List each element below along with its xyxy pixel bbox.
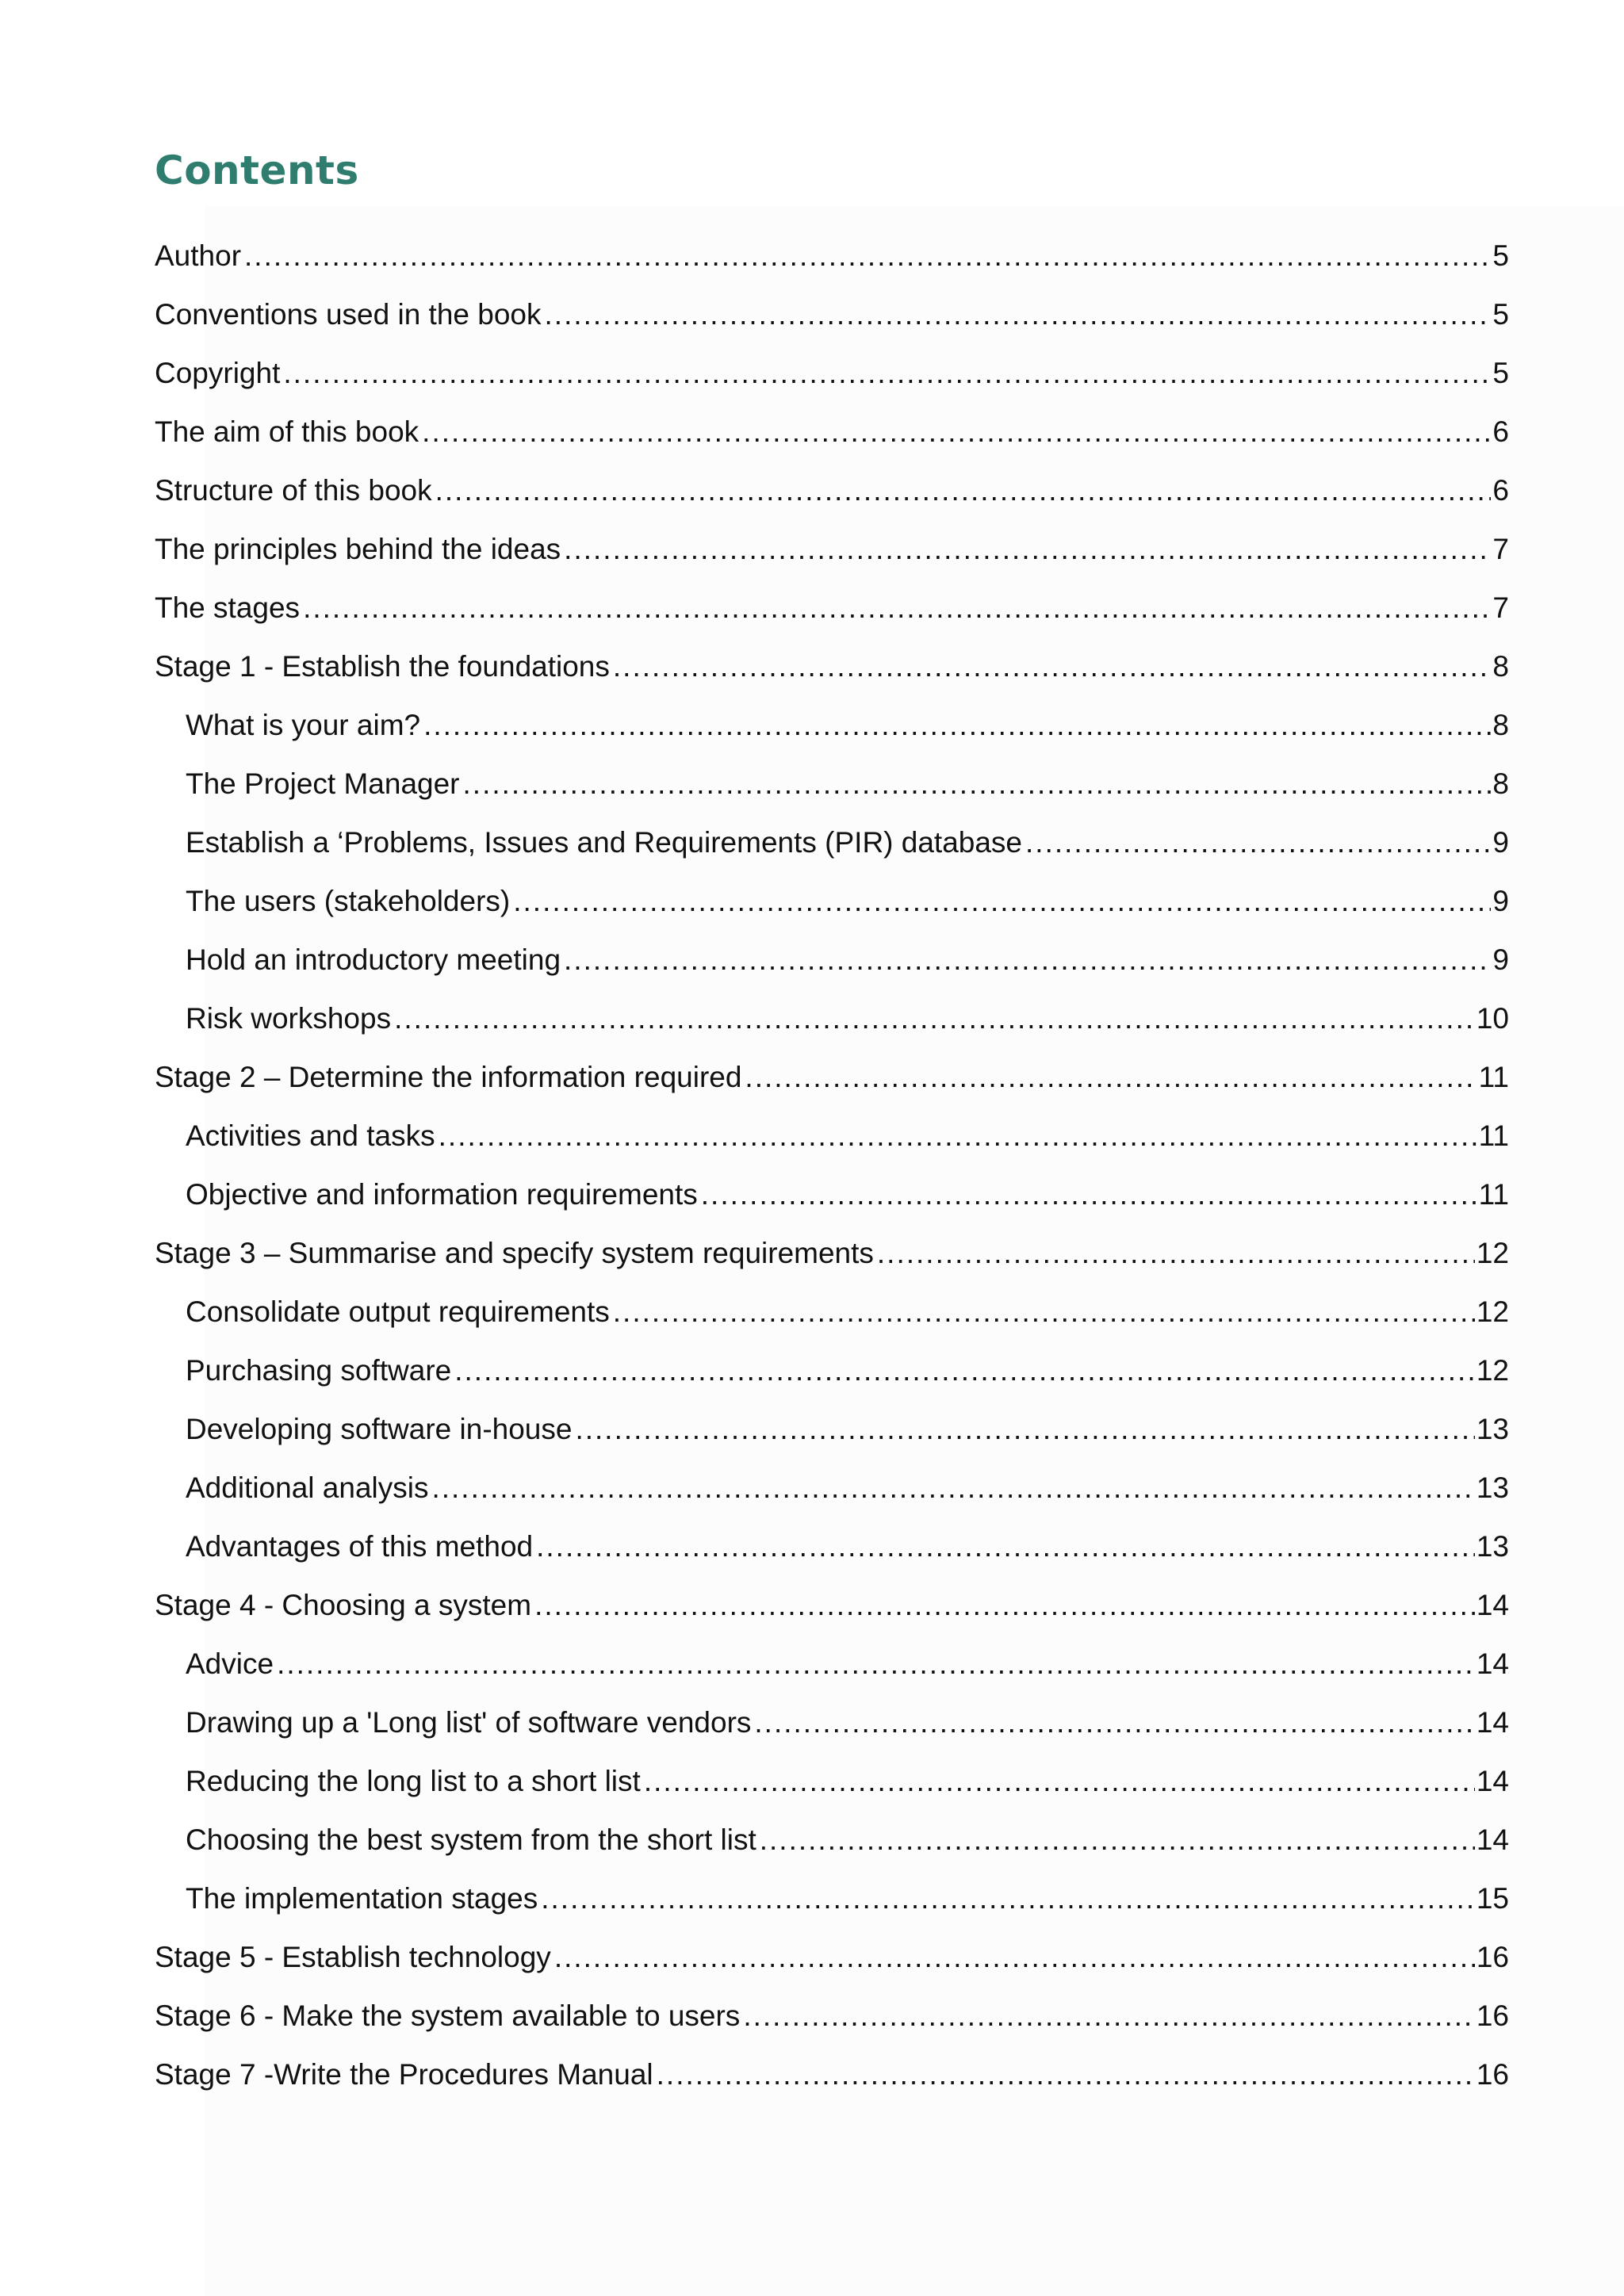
toc-entry[interactable] (155, 410, 1509, 469)
toc-entry[interactable] (155, 293, 1509, 351)
toc-page-number: 14 (1476, 1765, 1509, 1797)
dot-leader (575, 1407, 1474, 1452)
dot-leader (644, 1759, 1475, 1804)
toc-entry-title: The implementation stages (186, 1882, 538, 1915)
toc-entry-title: Structure of this book (155, 474, 432, 507)
toc-page-number: 10 (1476, 1002, 1509, 1035)
toc-entry[interactable] (155, 2053, 1509, 2111)
toc-entry-title: Risk workshops (186, 1002, 392, 1035)
toc-entry-title: The aim of this book (155, 415, 419, 448)
toc-entry[interactable] (155, 469, 1509, 527)
toc-entry-title: Stage 4 - Choosing a system (155, 1589, 532, 1621)
toc-page-number: 13 (1476, 1413, 1509, 1445)
toc-subentry[interactable] (155, 1525, 1509, 1583)
toc-entry-title: What is your aim? (186, 709, 421, 741)
toc-entry[interactable] (155, 645, 1509, 703)
dot-leader (564, 527, 1491, 572)
dot-leader (513, 879, 1491, 924)
toc-page-number: 7 (1492, 591, 1509, 624)
toc-entry-title: Establish a ‘Problems, Issues and Requirements (PIR) database (186, 826, 1023, 859)
toc-subentry[interactable] (155, 1818, 1509, 1877)
dot-leader (463, 762, 1492, 806)
toc-page-number: 8 (1492, 767, 1509, 800)
toc-entry[interactable] (155, 1583, 1509, 1642)
toc-subentry[interactable] (155, 1407, 1509, 1466)
toc-entry[interactable] (155, 351, 1509, 410)
toc-page-number: 7 (1492, 533, 1509, 565)
dot-leader (877, 1231, 1475, 1276)
toc-entry[interactable] (155, 234, 1509, 293)
toc-entry-title: Stage 1 - Establish the foundations (155, 650, 610, 683)
toc-entry-title: The principles behind the ideas (155, 533, 561, 565)
dot-leader (244, 234, 1491, 278)
toc-subentry[interactable] (155, 997, 1509, 1055)
dot-leader (277, 1642, 1475, 1686)
toc-subentry[interactable] (155, 1759, 1509, 1818)
toc-entry-title: Conventions used in the book (155, 298, 542, 331)
toc-page-number: 16 (1476, 1941, 1509, 1973)
toc-subentry[interactable] (155, 1349, 1509, 1407)
toc-entry-title: Reducing the long list to a short list (186, 1765, 641, 1797)
toc-entry[interactable] (155, 1994, 1509, 2053)
dot-leader (541, 1877, 1475, 1921)
dot-leader (1025, 821, 1491, 865)
dot-leader (422, 410, 1491, 454)
toc-page-number: 16 (1476, 1999, 1509, 2032)
table-of-contents (155, 234, 1509, 2111)
dot-leader (439, 1114, 1477, 1158)
dot-leader (545, 293, 1492, 337)
toc-entry-title: Additional analysis (186, 1471, 429, 1504)
toc-page-number: 11 (1478, 1178, 1509, 1211)
toc-entry-title: The Project Manager (186, 767, 460, 800)
toc-entry-title: Purchasing software (186, 1354, 452, 1387)
dot-leader (745, 1055, 1477, 1100)
toc-subentry[interactable] (155, 879, 1509, 938)
toc-page-number: 12 (1476, 1237, 1509, 1269)
contents-heading: Contents (155, 147, 359, 193)
toc-entry[interactable] (155, 527, 1509, 586)
toc-entry-title: Hold an introductory meeting (186, 943, 561, 976)
toc-page-number: 15 (1476, 1882, 1509, 1915)
dot-leader (454, 1349, 1475, 1393)
toc-entry-title: Stage 7 -Write the Procedures Manual (155, 2058, 653, 2091)
dot-leader (613, 1290, 1475, 1334)
toc-entry-title: Objective and information requirements (186, 1178, 698, 1211)
toc-subentry[interactable] (155, 1114, 1509, 1173)
toc-page-number: 12 (1476, 1354, 1509, 1387)
toc-page-number: 5 (1492, 298, 1509, 331)
toc-entry-title: Stage 2 – Determine the information required (155, 1061, 742, 1093)
toc-page-number: 9 (1492, 826, 1509, 859)
toc-entry[interactable] (155, 1055, 1509, 1114)
toc-entry-title: Drawing up a 'Long list' of software vendors (186, 1706, 752, 1739)
toc-page-number: 6 (1492, 415, 1509, 448)
dot-leader (657, 2053, 1475, 2097)
toc-entry-title: The users (stakeholders) (186, 885, 511, 917)
toc-entry[interactable] (155, 1935, 1509, 1994)
dot-leader (613, 645, 1492, 689)
toc-entry-title: Stage 6 - Make the system available to users (155, 1999, 741, 2032)
toc-entry-title: Stage 5 - Establish technology (155, 1941, 551, 1973)
toc-entry-title: Advice (186, 1647, 274, 1680)
dot-leader (743, 1994, 1475, 2038)
toc-page-number: 9 (1492, 885, 1509, 917)
toc-subentry[interactable] (155, 1290, 1509, 1349)
dot-leader (754, 1701, 1474, 1745)
toc-page-number: 14 (1476, 1706, 1509, 1739)
dot-leader (564, 938, 1491, 982)
dot-leader (701, 1173, 1477, 1217)
toc-page-number: 11 (1478, 1061, 1509, 1093)
dot-leader (431, 1466, 1474, 1510)
toc-entry[interactable] (155, 586, 1509, 645)
dot-leader (760, 1818, 1475, 1862)
dot-leader (534, 1583, 1475, 1628)
toc-page-number: 14 (1476, 1647, 1509, 1680)
toc-subentry[interactable] (155, 1877, 1509, 1935)
toc-page-number: 16 (1476, 2058, 1509, 2091)
dot-leader (554, 1935, 1475, 1980)
toc-subentry[interactable] (155, 1173, 1509, 1231)
dot-leader (536, 1525, 1475, 1569)
toc-page-number: 13 (1476, 1530, 1509, 1563)
toc-entry-title: Advantages of this method (186, 1530, 534, 1563)
toc-entry-title: Stage 3 – Summarise and specify system requirements (155, 1237, 874, 1269)
toc-page-number: 12 (1476, 1295, 1509, 1328)
toc-subentry[interactable] (155, 821, 1509, 879)
toc-page-number: 8 (1492, 709, 1509, 741)
dot-leader (435, 469, 1492, 513)
toc-entry[interactable] (155, 1231, 1509, 1290)
toc-page-number: 8 (1492, 650, 1509, 683)
toc-page-number: 6 (1492, 474, 1509, 507)
toc-subentry[interactable] (155, 938, 1509, 997)
toc-entry-title: The stages (155, 591, 301, 624)
dot-leader (423, 703, 1491, 748)
toc-page-number: 11 (1478, 1119, 1509, 1152)
toc-page-number: 5 (1492, 239, 1509, 272)
toc-entry-title: Consolidate output requirements (186, 1295, 610, 1328)
toc-page-number: 9 (1492, 943, 1509, 976)
toc-page-number: 13 (1476, 1471, 1509, 1504)
toc-subentry[interactable] (155, 1642, 1509, 1701)
toc-subentry[interactable] (155, 1701, 1509, 1759)
toc-entry-title: Author (155, 239, 242, 272)
dot-leader (283, 351, 1491, 396)
toc-subentry[interactable] (155, 1466, 1509, 1525)
toc-entry-title: Choosing the best system from the short list (186, 1823, 756, 1856)
dot-leader (303, 586, 1491, 630)
dot-leader (394, 997, 1475, 1041)
toc-subentry[interactable] (155, 703, 1509, 762)
toc-entry-title: Copyright (155, 357, 281, 389)
toc-page-number: 5 (1492, 357, 1509, 389)
toc-page-number: 14 (1476, 1823, 1509, 1856)
toc-entry-title: Activities and tasks (186, 1119, 435, 1152)
toc-subentry[interactable] (155, 762, 1509, 821)
toc-entry-title: Developing software in-house (186, 1413, 573, 1445)
toc-page-number: 14 (1476, 1589, 1509, 1621)
